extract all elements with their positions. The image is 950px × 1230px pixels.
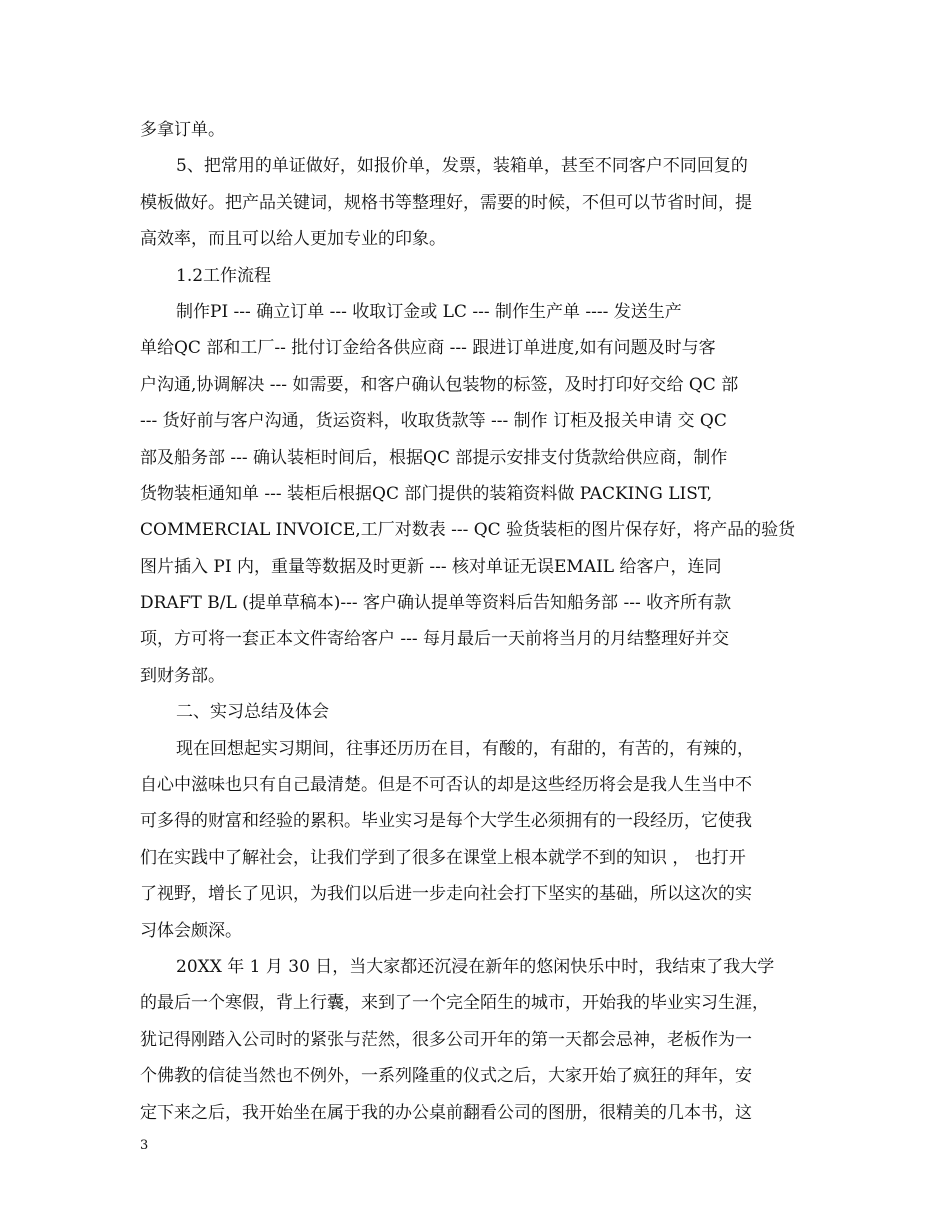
- text-line: 5、把常用的单证做好，如报价单，发票，装箱单，甚至不同客户不同回复的: [176, 156, 748, 177]
- text-line: 图片插入 PI 内，重量等数据及时更新 --- 核对单证无误EMAIL 给客户，连同: [140, 556, 722, 577]
- body-text: [140, 112, 812, 1131]
- text-line: 制作PI --- 确立订单 --- 收取订金或 LC --- 制作生产单 ---- 发送生产: [176, 301, 682, 322]
- text-line: 货物装柜通知单 --- 装柜后根据QC 部门提供的装箱资料做 PACKING LIST,: [140, 483, 713, 504]
- text-line: 高效率，而且可以给人更加专业的印象。: [140, 229, 446, 250]
- text-line: 习体会颇深。: [140, 920, 242, 941]
- text-line: COMMERCIAL INVOICE,工厂对数表 --- QC 验货装柜的图片保存好，将产品的验货: [140, 520, 796, 541]
- text-line: 到财务部。: [140, 665, 225, 686]
- text-line: --- 货好前与客户沟通，货运资料，收取货款等 --- 制作 订柜及报关申请 交 QC: [140, 411, 727, 432]
- text-line: 二、实习总结及体会: [176, 702, 329, 723]
- text-line: 可多得的财富和经验的累积。毕业实习是每个大学生必须拥有的一段经历，它使我: [140, 811, 752, 832]
- text-line: 20XX 年 1 月 30 日，当大家都还沉浸在新年的悠闲快乐中时，我结束了我大学: [176, 956, 775, 977]
- text-line: 了视野，增长了见识，为我们以后进一步走向社会打下坚实的基础，所以这次的实: [140, 884, 752, 905]
- text-line: DRAFT B/L (提单草稿本)--- 客户确认提单等资料后告知船务部 --- 收齐所有款: [140, 593, 732, 614]
- text-line: 自心中滋味也只有自己最清楚。但是不可否认的却是这些经历将会是我人生当中不: [140, 775, 752, 796]
- text-line: 定下来之后，我开始坐在属于我的办公桌前翻看公司的图册，很精美的几本书，这: [140, 1102, 752, 1123]
- text-line: 犹记得刚踏入公司时的紧张与茫然，很多公司开年的第一天都会忌神，老板作为一: [140, 1029, 752, 1050]
- text-line: 个佛教的信徒当然也不例外，一系列隆重的仪式之后，大家开始了疯狂的拜年，安: [140, 1066, 752, 1087]
- text-line: 现在回想起实习期间，往事还历历在目，有酸的，有甜的，有苦的，有辣的，: [176, 738, 754, 759]
- text-line: 们在实践中了解社会，让我们学到了很多在课堂上根本就学不到的知识 ， 也打开: [140, 847, 746, 868]
- text-line: 部及船务部 --- 确认装柜时间后，根据QC 部提示安排支付货款给供应商，制作: [140, 447, 728, 468]
- text-line: 户沟通,协调解决 --- 如需要，和客户确认包装物的标签，及时打印好交给 QC 部: [140, 374, 739, 395]
- text-line: 项，方可将一套正本文件寄给客户 --- 每月最后一天前将当月的月结整理好并交: [140, 629, 730, 650]
- text-line: 模板做好。把产品关键词，规格书等整理好，需要的时候，不但可以节省时间，提: [140, 192, 752, 213]
- page-number: 3: [140, 1138, 149, 1153]
- text-line: 的最后一个寒假，背上行囊，来到了一个完全陌生的城市，开始我的毕业实习生涯，: [140, 993, 769, 1014]
- text-line: 单给QC 部和工厂-- 批付订金给各供应商 --- 跟进订单进度,如有问题及时与客: [140, 338, 716, 359]
- text-line: 1.2工作流程: [176, 265, 272, 286]
- text-line: 多拿订单。: [140, 120, 225, 140]
